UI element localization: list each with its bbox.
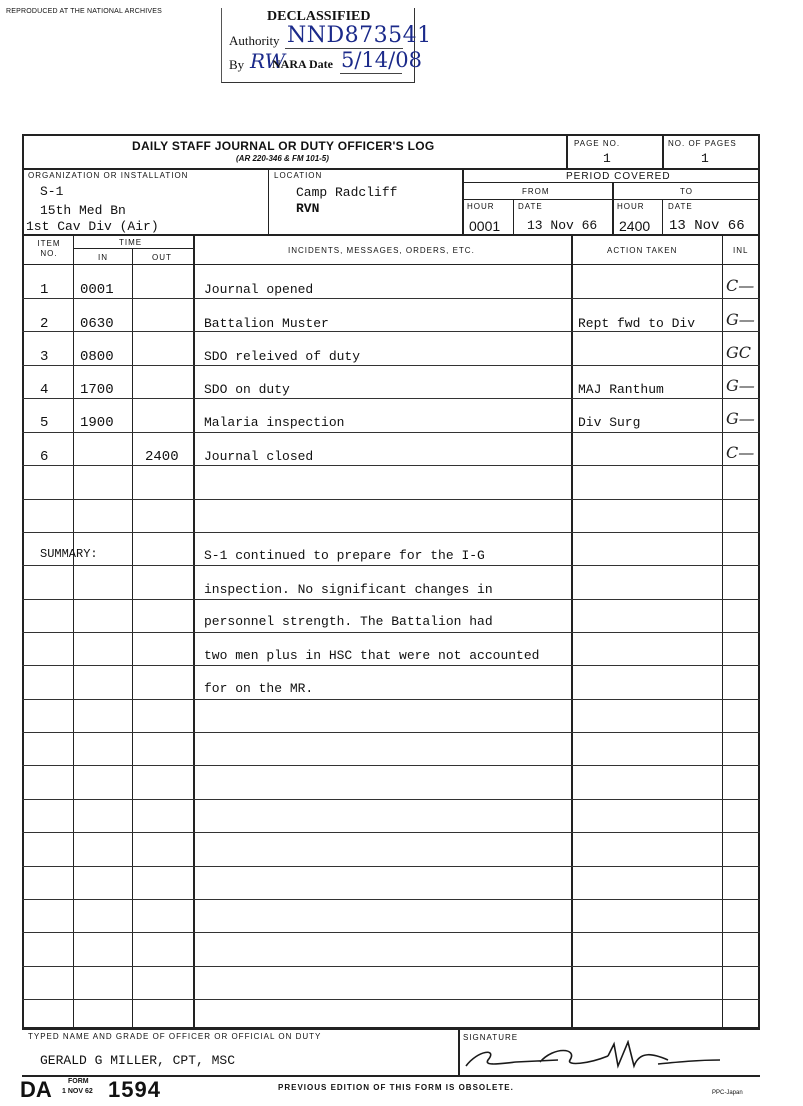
no-pages-value: 1 [701,151,709,166]
col-in-header: IN [98,253,108,262]
to-hour: 2400 [619,218,651,234]
from-hour: 0001 [469,218,501,234]
form-number: 1594 [108,1077,161,1102]
entry-item-no: 3 [40,349,49,365]
summary-label: SUMMARY: [40,547,98,561]
from-label: FROM [522,187,550,196]
officer-label: TYPED NAME AND GRADE OF OFFICER OR OFFICIAL ON DUTY [28,1032,322,1041]
row-rule [22,499,760,500]
row-rule [22,465,760,466]
summary-line-3: personnel strength. The Battalion had [204,614,493,629]
entry-time-in: 1700 [80,382,114,398]
col-out-header: OUT [152,253,172,262]
location-line-1: Camp Radcliff [296,185,398,200]
entry-item-no: 4 [40,382,49,398]
signature-scribble [458,1040,728,1074]
no-pages-label: NO. OF PAGES [668,139,737,148]
entry-incident: Journal closed [204,449,314,464]
row-rule [22,365,760,366]
row-rule [22,632,760,633]
row-rule [22,432,760,433]
row-rule [22,999,760,1000]
org-line-1: S-1 [40,184,64,199]
entry-item-no: 2 [40,316,49,332]
org-label: ORGANIZATION OR INSTALLATION [28,171,189,180]
period-label: PERIOD COVERED [566,171,671,182]
to-date-label: DATE [668,202,693,211]
entry-initials: C— [726,276,755,295]
org-line-3: 1st Cav Div (Air) [26,219,159,234]
from-date: 13 Nov 66 [527,218,598,233]
entry-incident: Malaria inspection [204,415,345,430]
col-time-header: TIME [119,238,143,247]
summary-line-5: for on the MR. [204,681,314,696]
col-incidents-header: INCIDENTS, MESSAGES, ORDERS, ETC. [288,246,475,255]
entry-time-in: 1900 [80,415,114,431]
page-no-label: PAGE NO. [574,139,621,148]
stamp-by-value: RW [250,49,286,73]
summary-line-2: inspection. No significant changes in [204,582,493,597]
entry-initials: GC [726,343,752,362]
entry-incident: Journal opened [204,282,314,297]
location-label: LOCATION [274,171,323,180]
summary-line-4: two men plus in HSC that were not accounted [204,648,540,663]
row-rule [22,932,760,933]
row-rule [22,565,760,566]
row-rule [22,665,760,666]
stamp-by-label: By [229,57,245,72]
location-line-2: RVN [296,201,320,216]
entry-item-no: 6 [40,449,49,465]
entry-incident: SDO releived of duty [204,349,361,364]
form-word: FORM [68,1078,89,1085]
stamp-authority-label: Authority [229,33,280,48]
form-date: 1 NOV 62 [62,1088,93,1095]
entry-initials: G— [726,310,755,329]
stamp-nara-label: NARA Date [272,57,333,71]
row-rule [22,832,760,833]
to-hour-label: HOUR [617,202,645,211]
row-rule [22,331,760,332]
row-rule [22,398,760,399]
from-date-label: DATE [518,202,543,211]
stamp-authority-value: NND873541 [287,23,432,48]
col-inl-header: INL [733,246,749,255]
entry-action: MAJ Ranthum [578,382,664,397]
entry-action: Div Surg [578,415,641,430]
stamp-title: DECLASSIFIED [267,9,371,24]
archive-note: REPRODUCED AT THE NATIONAL ARCHIVES [6,8,162,15]
entry-initials: G— [726,409,755,428]
stamp-date-value: 5/14/08 [341,48,422,72]
officer-name: GERALD G MILLER, CPT, MSC [40,1053,236,1068]
entry-time-out: 2400 [145,449,179,465]
to-label: TO [680,187,693,196]
row-rule [22,732,760,733]
row-rule [22,599,760,600]
row-rule [22,799,760,800]
entry-time-in: 0800 [80,349,114,365]
entry-initials: C— [726,443,755,462]
form-title: DAILY STAFF JOURNAL OR DUTY OFFICER'S LOG [132,139,435,153]
summary-line-1: S-1 continued to prepare for the I-G [204,548,485,563]
printer-note: PPC-Japan [712,1090,743,1096]
form-da: DA [20,1077,52,1102]
row-rule [22,866,760,867]
entry-incident: SDO on duty [204,382,290,397]
row-rule [22,532,760,533]
entry-initials: G— [726,376,755,395]
entry-item-no: 5 [40,415,49,431]
obsolete-note: PREVIOUS EDITION OF THIS FORM IS OBSOLETE. [278,1083,514,1092]
row-rule [22,899,760,900]
col-action-header: ACTION TAKEN [607,246,678,255]
signature-label: SIGNATURE [463,1033,519,1042]
page-no-value: 1 [603,151,611,166]
col-item-header: ITEM NO. [37,239,61,258]
row-rule [22,966,760,967]
entry-action: Rept fwd to Div [578,316,696,331]
entry-incident: Battalion Muster [204,316,329,331]
to-date: 13 Nov 66 [669,218,745,234]
row-rule [22,699,760,700]
form-subtitle: (AR 220-346 & FM 101-5) [236,154,329,163]
row-rule [22,765,760,766]
row-rule [22,298,760,299]
entry-item-no: 1 [40,282,49,298]
entry-time-in: 0001 [80,282,114,298]
entry-time-in: 0630 [80,316,114,332]
org-line-2: 15th Med Bn [40,203,126,218]
from-hour-label: HOUR [467,202,495,211]
